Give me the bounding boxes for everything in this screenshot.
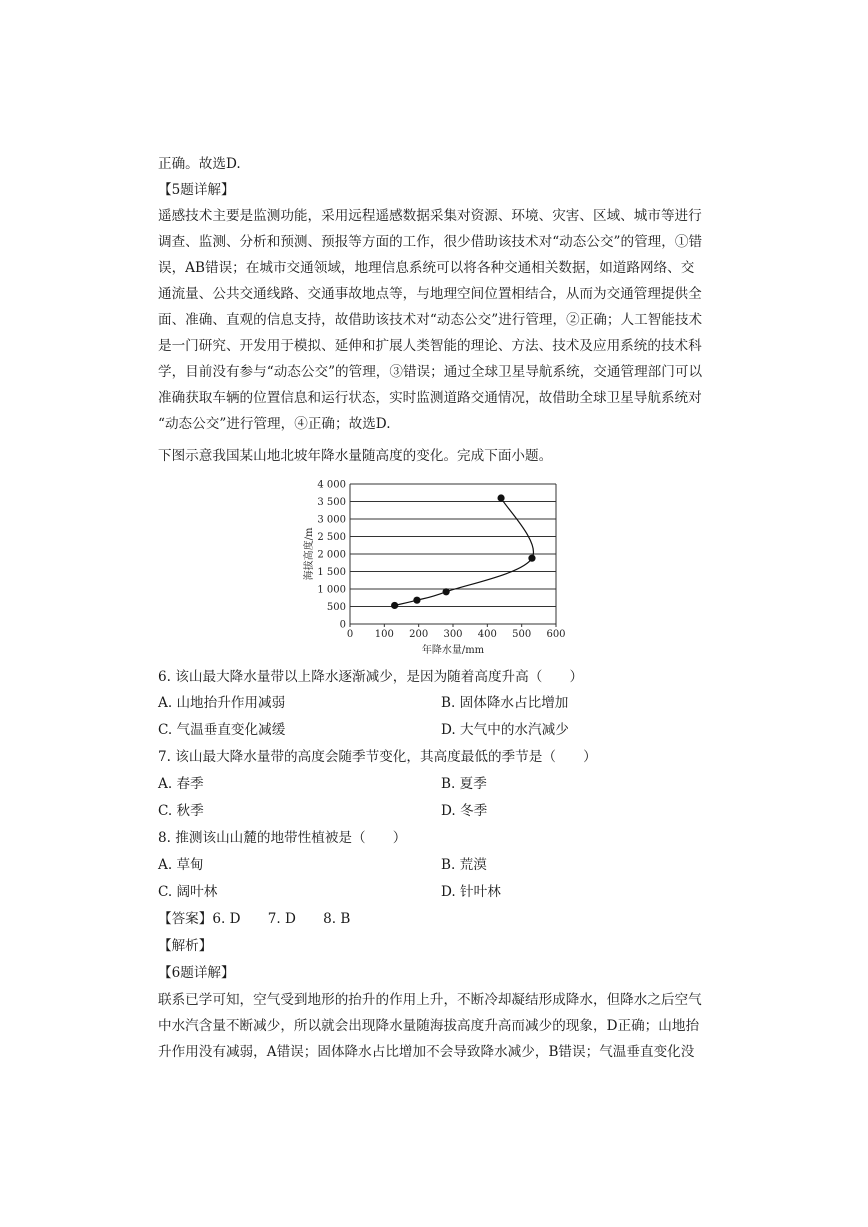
precipitation-chart [298, 476, 578, 660]
option-8a: A. 草甸 [158, 857, 204, 873]
answer-line: 【答案】6. D 7. D 8. B [158, 911, 351, 927]
option-6b: B. 固体降水占比增加 [441, 695, 569, 711]
question-stem-6: 6. 该山最大降水量带以上降水逐渐减少，是因为随着高度升高（ ） [158, 669, 584, 685]
section-heading: 【5题详解】 [158, 182, 235, 198]
data-point [528, 555, 535, 562]
x-axis-title: 年降水量/mm [421, 645, 485, 656]
y-tick-label: 3 500 [317, 497, 346, 508]
paragraph-line: 面、准确、直观的信息支持，故借助该技术对“动态公交”进行管理，②正确；人工智能技术 [158, 312, 703, 328]
x-tick-label: 300 [443, 629, 463, 640]
option-6c: C. 气温垂直变化减缓 [158, 722, 286, 738]
y-tick-label: 3 000 [317, 514, 346, 526]
figure-intro: 下图示意我国某山地北坡年降水量随高度的变化。完成下面小题。 [158, 448, 553, 464]
paragraph-line: 误，AB错误；在城市交通领域，地理信息系统可以将各种交通相关数据，如道路网络、交 [158, 260, 695, 276]
x-tick-label: 600 [546, 629, 566, 640]
paragraph-line: 准确获取车辆的位置信息和运行状态，实时监测道路交通情况，故借助全球卫星导航系统对 [158, 390, 702, 406]
y-tick-label: 2 000 [317, 549, 346, 561]
option-8c: C. 阔叶林 [158, 884, 218, 900]
x-tick-label: 200 [409, 629, 429, 640]
paragraph-line: 中水汽含量不断减少，所以就会出现降水量随海拔高度升高而减少的现象，D正确；山地抬 [158, 1018, 700, 1034]
x-tick-label: 0 [346, 629, 354, 640]
x-tick-label: 500 [512, 629, 532, 640]
option-7b: B. 夏季 [441, 776, 487, 792]
y-tick-label: 2 500 [317, 532, 346, 543]
y-tick-label: 0 [339, 619, 346, 631]
question-stem-7: 7. 该山最大降水量带的高度会随季节变化，其高度最低的季节是（ ） [158, 749, 597, 765]
paragraph-line: “动态公交”进行管理，④正确；故选D. [158, 416, 391, 432]
option-7d: D. 冬季 [441, 803, 488, 819]
x-tick-label: 400 [477, 629, 497, 640]
option-8d: D. 针叶林 [441, 884, 501, 900]
y-tick-label: 1 500 [317, 567, 346, 578]
option-7a: A. 春季 [158, 776, 204, 792]
paragraph-line: 学，目前没有参与“动态公交”的管理，③错误；通过全球卫星导航系统，交通管理部门可以 [158, 364, 703, 380]
question-stem-8: 8. 推测该山山麓的地带性植被是（ ） [158, 830, 407, 846]
paragraph-line: 是一门研究、开发用于模拟、延伸和扩展人类智能的理论、方法、技术及应用系统的技术科 [158, 338, 702, 354]
y-tick-label: 500 [326, 602, 346, 613]
data-point [497, 494, 504, 501]
analysis-heading: 【解析】 [158, 938, 213, 954]
option-6d: D. 大气中的水汽减少 [441, 722, 569, 738]
paragraph-line: 升作用没有减弱，A错误；固体降水占比增加不会导致降水减少，B错误；气温垂直变化没 [158, 1044, 695, 1060]
x-tick-label: 100 [374, 629, 394, 640]
y-tick-label: 4 000 [317, 479, 346, 491]
data-point [413, 597, 420, 604]
paragraph-line: 调查、监测、分析和预测、预报等方面的工作，很少借助该技术对“动态公交”的管理，①错 [158, 234, 703, 250]
y-axis-title: 海拔高度/m [304, 527, 315, 581]
option-6a: A. 山地抬升作用减弱 [158, 695, 286, 711]
option-7c: C. 秋季 [158, 803, 204, 819]
paragraph-line: 联系已学可知，空气受到地形的抬升的作用上升，不断冷却凝结形成降水，但降水之后空气 [158, 992, 702, 1008]
data-point [391, 602, 398, 609]
option-8b: B. 荒漠 [441, 857, 487, 873]
paragraph-text: 正确。故选D. [158, 156, 241, 172]
data-point [443, 588, 450, 595]
paragraph-line: 遥感技术主要是监测功能，采用远程遥感数据采集对资源、环境、灾害、区域、城市等进行 [158, 208, 702, 224]
paragraph-line: 通流量、公共交通线路、交通事故地点等，与地理空间位置相结合，从而为交通管理提供全 [158, 286, 702, 302]
chart-svg [298, 476, 578, 660]
section-heading: 【6题详解】 [158, 965, 235, 981]
y-tick-label: 1 000 [317, 584, 346, 596]
